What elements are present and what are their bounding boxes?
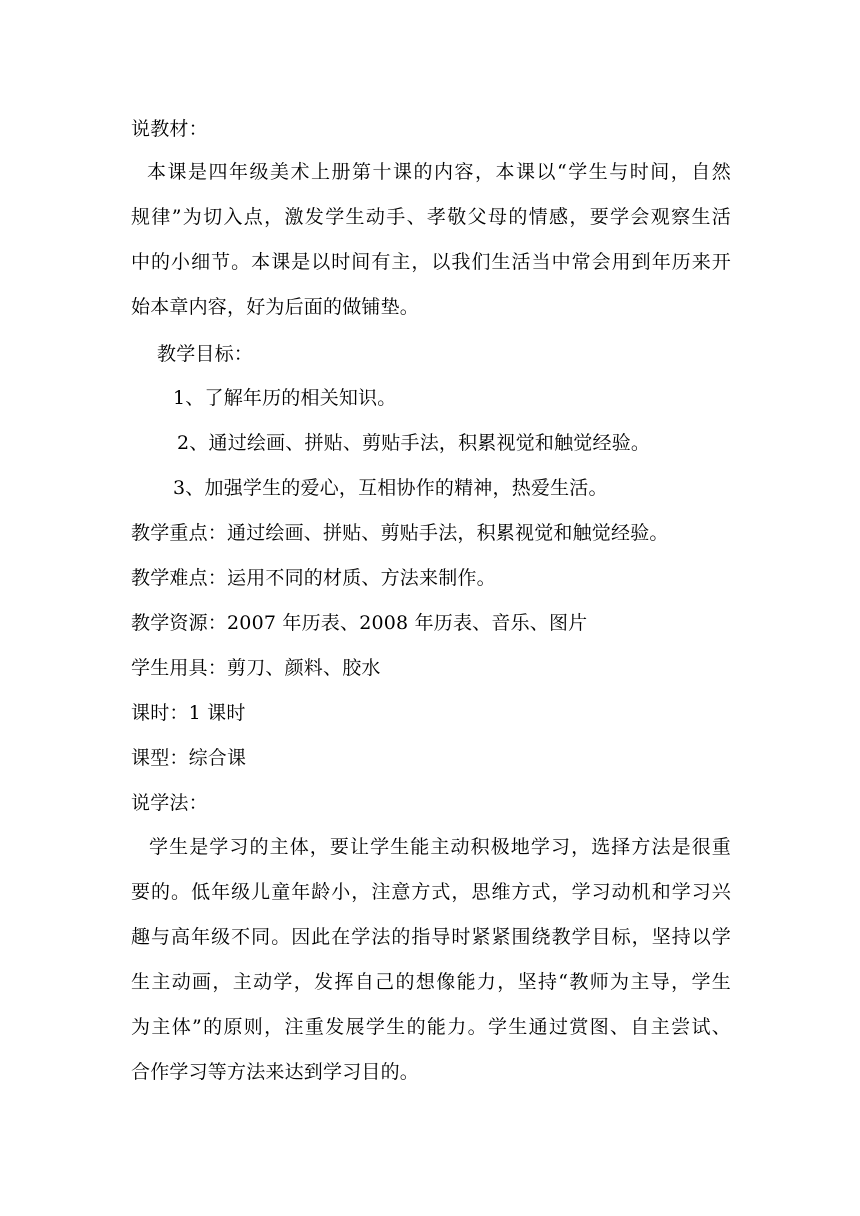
- key-points: 教学重点：通过绘画、拼贴、剪贴手法，积累视觉和触觉经验。: [131, 522, 669, 544]
- textbook-paragraph-line-2: 规律”为切入点，激发学生动手、孝敬父母的情感，要学会观察生活: [131, 206, 731, 228]
- method-paragraph-line-2: 要的。低年级儿童年龄小，注意方式，思维方式，学习动机和学习兴: [131, 881, 731, 903]
- tools: 学生用具：剪刀、颜料、胶水: [131, 657, 381, 679]
- textbook-paragraph-line-1: 本课是四年级美术上册第十课的内容，本课以“学生与时间，自然: [147, 161, 731, 183]
- textbook-paragraph-line-4: 始本章内容，好为后面的做铺垫。: [131, 296, 420, 318]
- goal-item-2: 2、通过绘画、拼贴、剪贴手法，积累视觉和触觉经验。: [177, 432, 651, 454]
- method-heading: 说学法：: [131, 792, 208, 814]
- method-paragraph-line-5: 为主体”的原则，注重发展学生的能力。学生通过赏图、自主尝试、: [131, 1016, 731, 1038]
- textbook-paragraph-line-3: 中的小细节。本课是以时间有主，以我们生活当中常会用到年历来开: [131, 251, 731, 273]
- goal-item-1: 1、了解年历的相关知识。: [173, 387, 397, 409]
- method-paragraph-line-6: 合作学习等方法来达到学习目的。: [131, 1061, 420, 1083]
- method-paragraph-line-3: 趣与高年级不同。因此在学法的指导时紧紧围绕教学目标，坚持以学: [131, 926, 731, 948]
- method-paragraph-line-1: 学生是学习的主体，要让学生能主动积极地学习，选择方法是很重: [149, 836, 731, 858]
- hours: 课时：1 课时: [131, 702, 246, 724]
- method-paragraph-line-4: 生主动画，主动学，发挥自己的想像能力，坚持“教师为主导，学生: [131, 971, 731, 993]
- difficulties: 教学难点：运用不同的材质、方法来制作。: [131, 567, 496, 589]
- textbook-heading: 说教材：: [131, 118, 208, 140]
- lesson-type: 课型：综合课: [131, 747, 247, 769]
- goal-item-3: 3、加强学生的爱心，互相协作的精神，热爱生活。: [173, 477, 608, 499]
- resources: 教学资源：2007 年历表、2008 年历表、音乐、图片: [131, 612, 588, 634]
- goals-heading: 教学目标：: [157, 343, 254, 365]
